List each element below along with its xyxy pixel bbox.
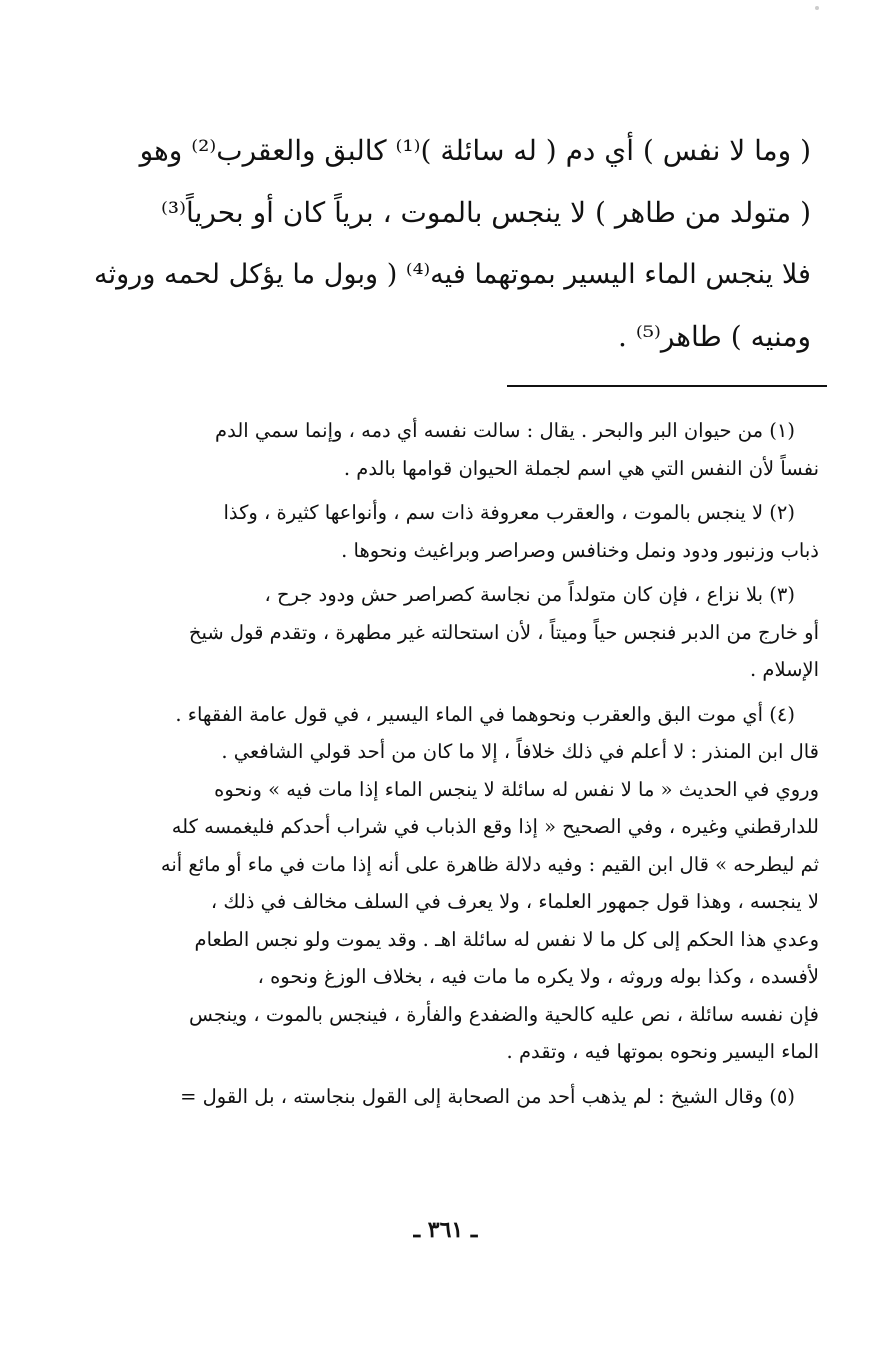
main-text-line: ومنيه ) طاهر⁽⁵⁾ . xyxy=(618,320,811,353)
footnote-line: الإسلام . xyxy=(750,658,819,681)
footnote-line: للدارقطني وغيره ، وفي الصحيح « إذا وقع الذباب في شراب أحدكم فليغمسه كله xyxy=(171,815,819,838)
footnote-2 xyxy=(71,494,819,569)
footnote-line: ثم ليطرحه » قال ابن القيم : وفيه دلالة ظاهرة على أنه إذا مات في ماء أو مائع أنه xyxy=(160,852,819,876)
footnote-line: نفساً لأن النفس التي هي اسم لجملة الحيوان قوامها بالدم . xyxy=(343,456,819,480)
footnote-line: الماء اليسير ونحوه بموتها فيه ، وتقدم . xyxy=(506,1040,819,1063)
footnote-line: (٥) وقال الشيخ : لم يذهب أحد من الصحابة إلى القول بنجاسته ، بل القول = xyxy=(180,1084,795,1108)
footnote-4 xyxy=(71,696,819,1071)
footnote-line: لأفسده ، وكذا بوله وروثه ، ولا يكره ما مات فيه ، بخلاف الوزغ ونحوه ، xyxy=(257,965,819,988)
footnote-1 xyxy=(71,412,819,487)
footnote-line: (٤) أي موت البق والعقرب ونحوهما في الماء اليسير ، في قول عامة الفقهاء . xyxy=(175,702,795,726)
main-text-line: ( وما لا نفس ) أي دم ( له سائلة )⁽¹⁾ كالبق والعقرب⁽²⁾ وهو xyxy=(139,134,811,167)
footnote-5 xyxy=(71,1078,819,1116)
footnote-line: فإن نفسه سائلة ، نص عليه كالحية والضفدع والفأرة ، فينجس بالموت ، وينجس xyxy=(188,1002,819,1026)
main-text xyxy=(79,120,811,368)
footnote-line: قال ابن المنذر : لا أعلم في ذلك خلافاً ، إلا ما كان من أحد قولي الشافعي . xyxy=(221,740,819,763)
page-number: ـ ٣٦١ ـ xyxy=(413,1217,478,1243)
footnote-line: (١) من حيوان البر والبحر . يقال : سالت نفسه أي دمه ، وإنما سمي الدم xyxy=(215,419,795,442)
footnote-line: وروي في الحديث « ما لا نفس له سائلة لا ينجس الماء إذا مات فيه » ونحوه xyxy=(214,777,819,801)
footnote-separator xyxy=(507,385,827,387)
footnote-line: (٣) بلا نزاع ، فإن كان متولداً من نجاسة كصراصر حش ودود جرح ، xyxy=(264,583,795,606)
footnote-line: أو خارج من الدبر فنجس حياً وميتاً ، لأن استحالته غير مطهرة ، وتقدم قول شيخ xyxy=(188,620,819,644)
footnotes-section xyxy=(71,412,819,1122)
main-text-line: فلا ينجس الماء اليسير بموتهما فيه⁽⁴⁾ ( وبول ما يؤكل لحمه وروثه xyxy=(94,259,811,290)
main-text-line: ( متولد من طاهر ) لا ينجس بالموت ، برياً كان أو بحرياً⁽³⁾ xyxy=(161,196,811,229)
footnote-line: (٢) لا ينجس بالموت ، والعقرب معروفة ذات سم ، وأنواعها كثيرة ، وكذا xyxy=(223,501,795,524)
footnote-3 xyxy=(71,576,819,689)
footnote-line: لا ينجسه ، وهذا قول جمهور العلماء ، ولا يعرف في السلف مخالف في ذلك ، xyxy=(210,890,819,913)
footnote-line: ذباب وزنبور ودود ونمل وخنافس وصراصر وبراغيث ونحوها . xyxy=(341,538,819,562)
corner-speck xyxy=(815,6,819,10)
footnote-line: وعدي هذا الحكم إلى كل ما لا نفس له سائلة اهـ . وقد يموت ولو نجس الطعام xyxy=(194,927,819,951)
